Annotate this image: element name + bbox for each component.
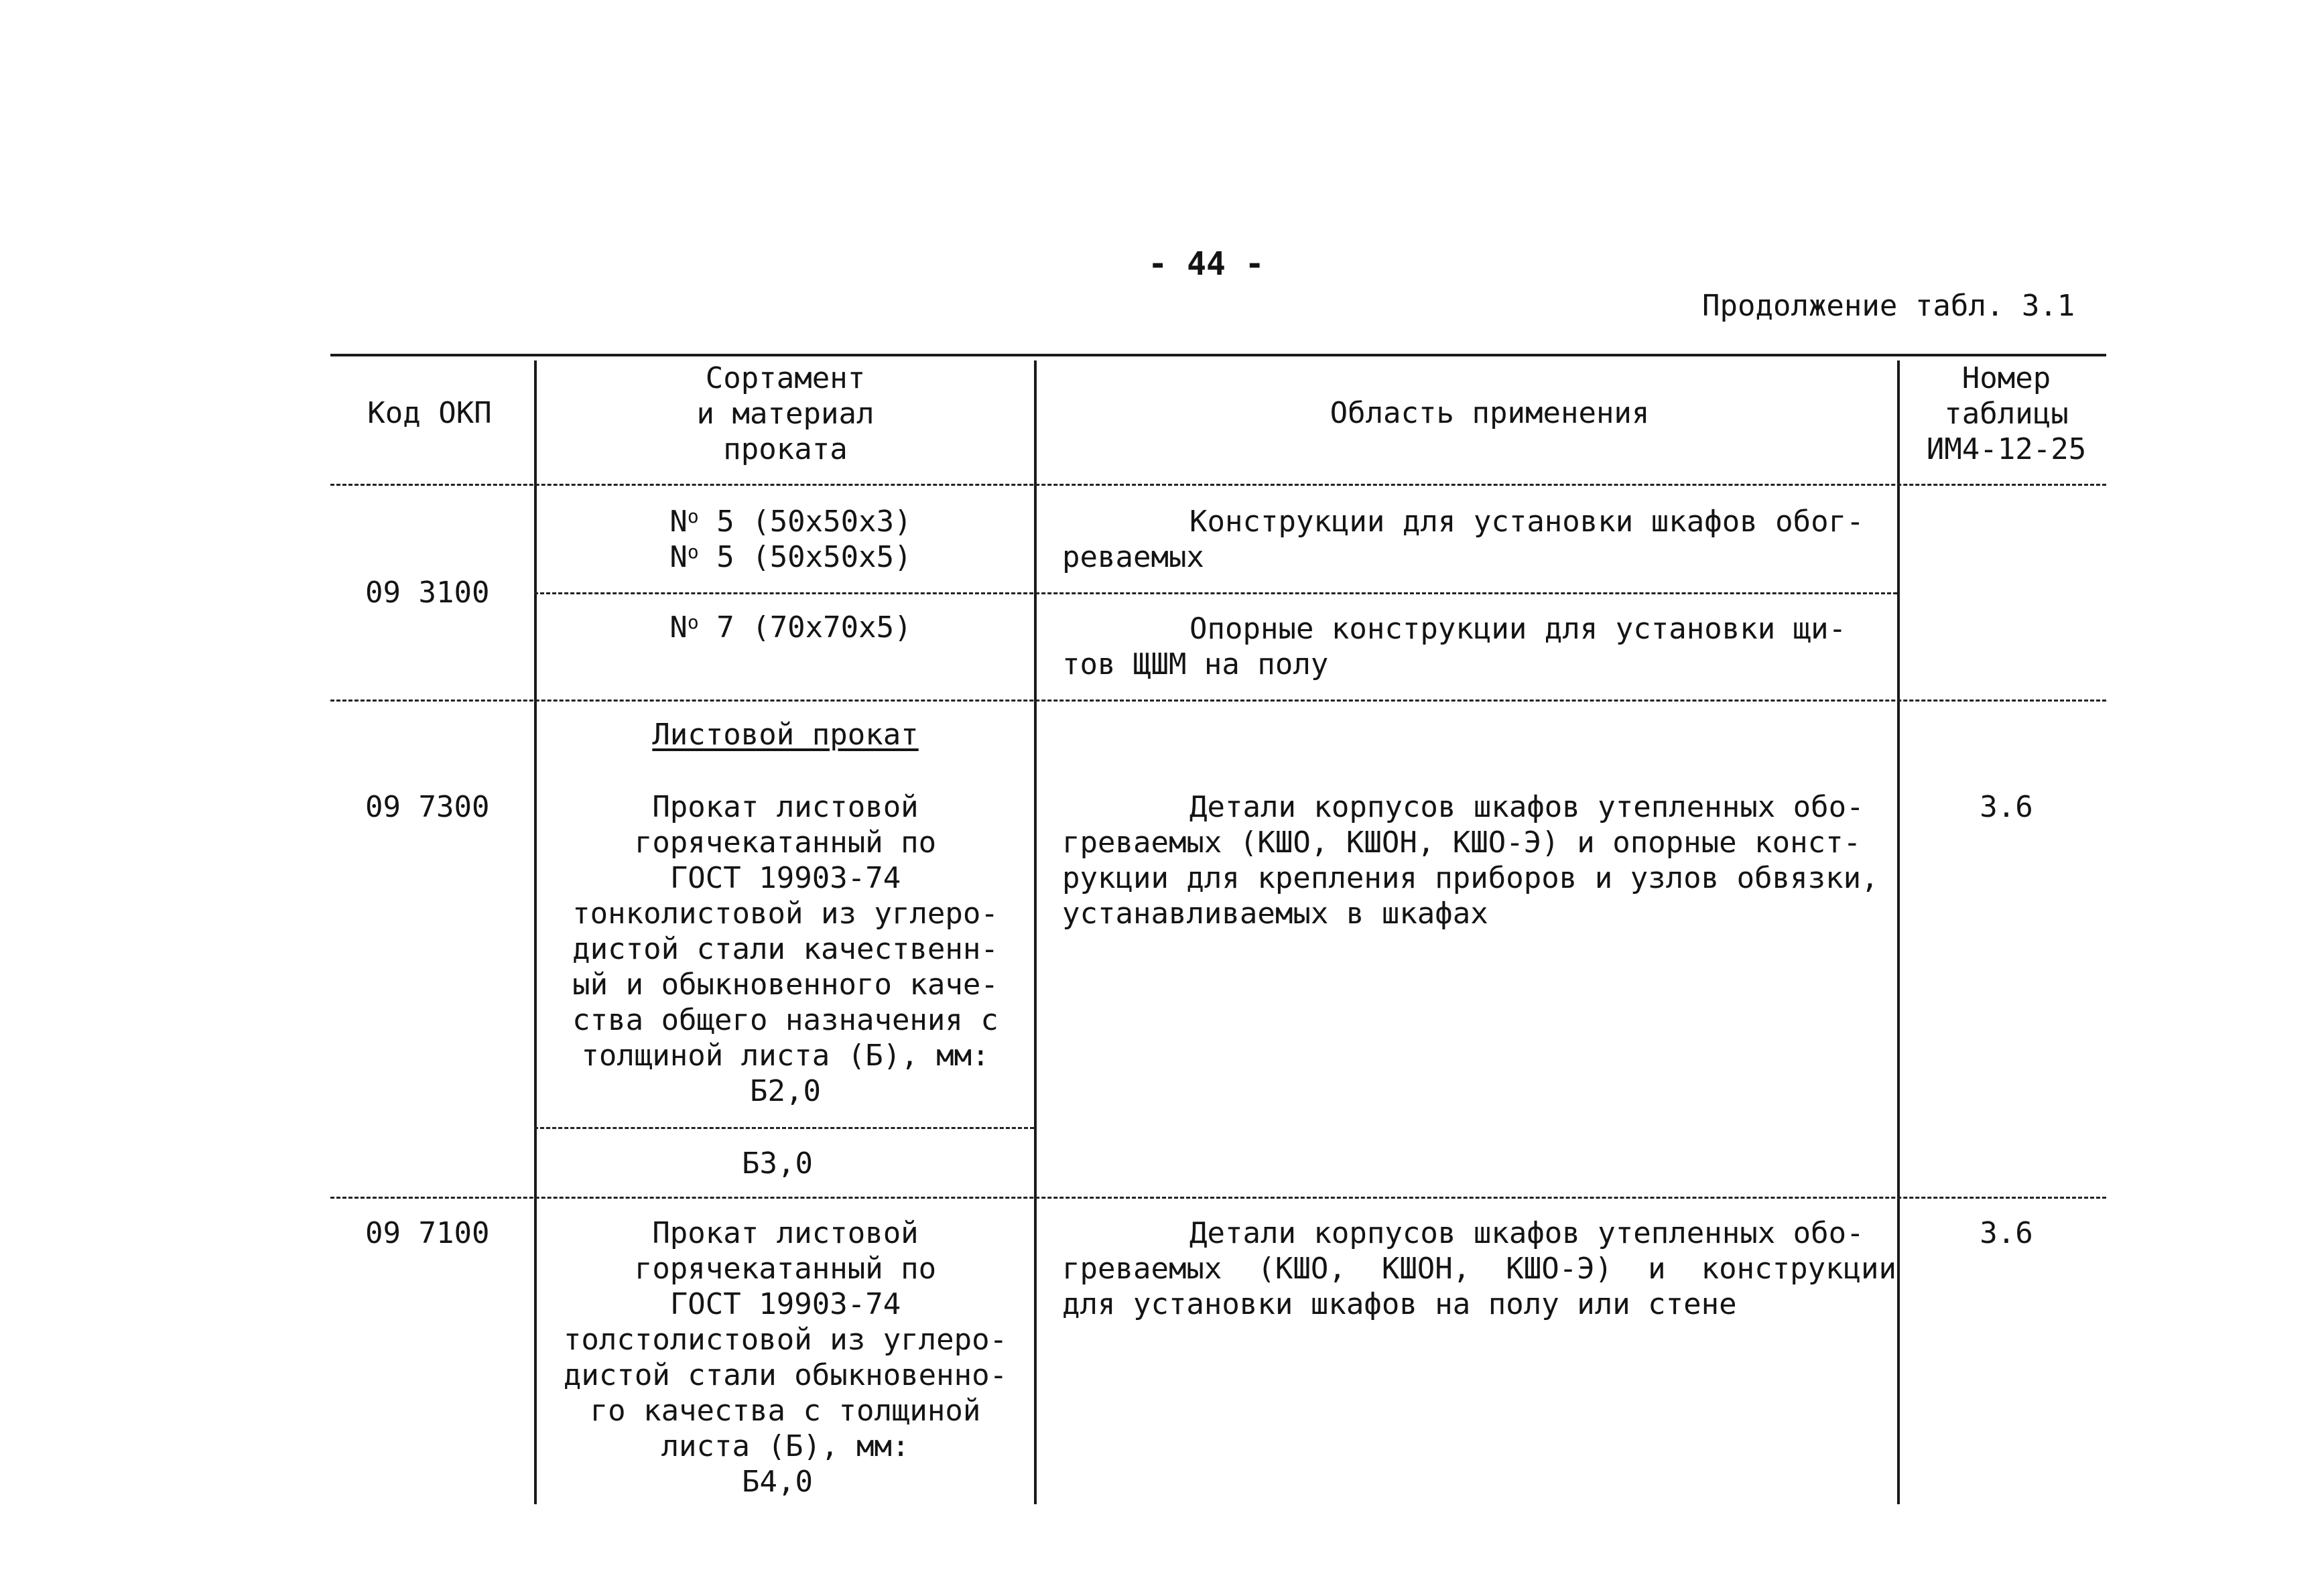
assortment-text: толщиной листа (Б), мм: xyxy=(581,1039,990,1073)
header-table-no-line-1: Номер xyxy=(1961,361,2051,395)
assortment-text: толстолистовой из углеро- xyxy=(563,1323,1008,1357)
assortment-text: дистой стали обыкновенно- xyxy=(563,1358,1008,1392)
header-table-no-line-3: ИМ4-12-25 xyxy=(1926,432,2087,466)
assortment-text: Б4,0 xyxy=(742,1465,813,1499)
row-separator xyxy=(330,700,2106,702)
application-text: греваемых (КШО, КШОН, КШО-Э) и опорные конст- xyxy=(1062,825,1862,860)
application-text: Детали корпусов шкафов утепленных обо- xyxy=(1189,1216,1864,1250)
assortment-item: $N^o$ 5 (50x50x5) xyxy=(669,540,912,574)
application-text: греваемых (КШО, КШОН, КШО-Э) и конструкции xyxy=(1062,1252,1897,1286)
assortment-text: ГОСТ 19903-74 xyxy=(669,861,901,895)
header-assortment-line-2: и материал xyxy=(696,397,875,431)
header-assortment-line-1: Сортамент xyxy=(705,361,866,395)
header-assortment-line-3: проката xyxy=(723,432,848,466)
assortment-text: горячекатанный по xyxy=(634,1252,937,1286)
assortment-text: листа (Б), мм: xyxy=(661,1429,910,1463)
assortment-text: ый и обыкновенного каче- xyxy=(572,968,998,1002)
header-table-no-line-2: таблицы xyxy=(1944,397,2069,431)
assortment-text: го качества с толщиной xyxy=(590,1394,981,1428)
application-text: реваемых xyxy=(1062,540,1204,574)
application-text: Детали корпусов шкафов утепленных обо- xyxy=(1189,790,1864,824)
row-sub-separator xyxy=(534,592,1897,594)
assortment-text: ГОСТ 19903-74 xyxy=(669,1287,901,1321)
application-text: рукции для крепления приборов и узлов обвязки, xyxy=(1062,861,1879,895)
assortment-text: Прокат листовой xyxy=(652,1216,919,1250)
assortment-text: Прокат листовой xyxy=(652,790,919,824)
application-text: для установки шкафов на полу или стене xyxy=(1062,1287,1737,1321)
application-text: тов ЩШМ на полу xyxy=(1062,647,1329,681)
col-divider-1 xyxy=(534,360,537,1504)
table-number: 3.6 xyxy=(1980,790,2033,824)
table-number: 3.6 xyxy=(1980,1216,2033,1250)
header-separator xyxy=(330,484,2106,486)
section-heading: Листовой прокат xyxy=(652,718,919,752)
assortment-text: Б2,0 xyxy=(750,1074,821,1108)
row-code: 09 3100 xyxy=(365,576,490,610)
application-text: Опорные конструкции для установки щи- xyxy=(1189,612,1847,646)
assortment-item: $N^o$ 7 (70x70x5) xyxy=(669,610,912,645)
header-code: Код ОКП xyxy=(367,396,492,430)
assortment-text: дистой стали качественн- xyxy=(572,932,998,966)
header-application: Область применения xyxy=(1330,396,1650,430)
row-code: 09 7100 xyxy=(365,1216,490,1250)
assortment-item: $N^o$ 5 (50x50x3) xyxy=(669,505,912,539)
assortment-text: горячекатанный по xyxy=(634,825,937,860)
page-number: - 44 - xyxy=(1148,245,1265,283)
application-text: устанавливаемых в шкафах xyxy=(1062,897,1488,931)
row-separator xyxy=(330,1197,2106,1199)
table-continuation-label: Продолжение табл. 3.1 xyxy=(1702,289,2075,323)
row-sub-separator xyxy=(534,1127,1034,1129)
col-divider-3 xyxy=(1897,360,1900,1504)
assortment-text: ства общего назначения с xyxy=(572,1003,998,1037)
col-divider-2 xyxy=(1034,360,1037,1504)
application-text: Конструкции для установки шкафов обог- xyxy=(1189,505,1864,539)
assortment-text: тонколистовой из углеро- xyxy=(572,897,998,931)
table-top-rule xyxy=(330,354,2106,356)
row-code: 09 7300 xyxy=(365,790,490,824)
assortment-text: Б3,0 xyxy=(742,1146,813,1181)
